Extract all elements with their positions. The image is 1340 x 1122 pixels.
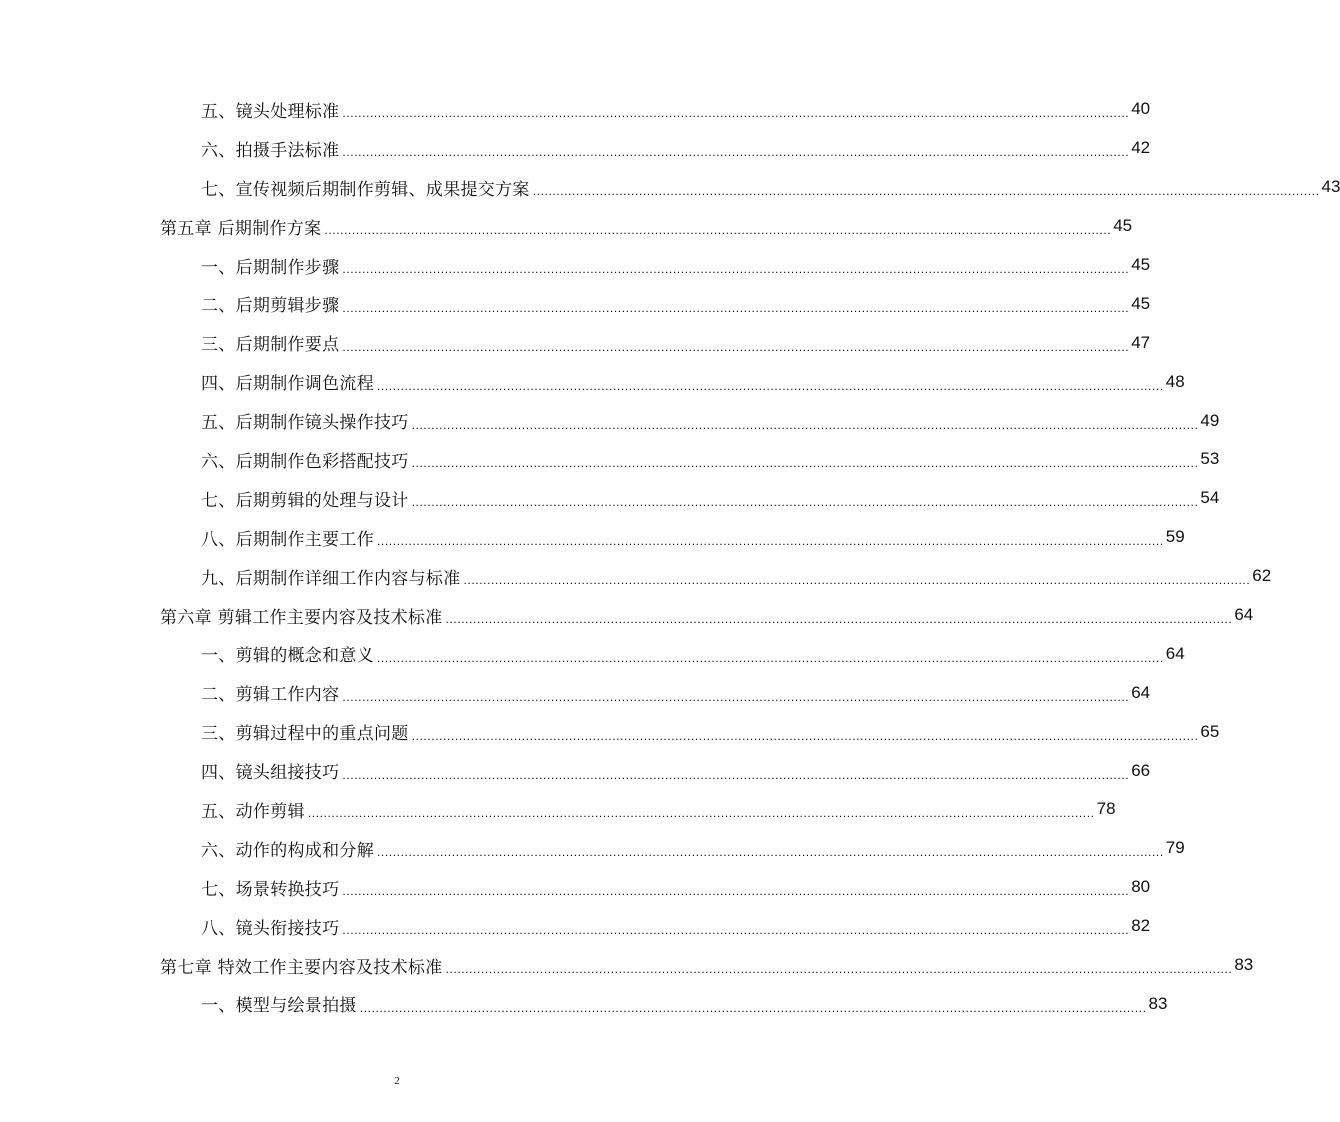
toc-entry-title: 七、宣传视频后期制作剪辑、成果提交方案 [201,179,530,200]
toc-entry-title: 八、后期制作主要工作 [201,529,374,550]
toc-entry-title: 七、场景转换技巧 [201,879,340,900]
toc-section-entry[interactable] [0,246,1151,285]
toc-entry-page: 65 [1200,721,1220,741]
toc-section-entry[interactable] [0,323,1151,362]
toc-entry-page: 64 [1131,682,1151,702]
toc-entry-title: 三、剪辑过程中的重点问题 [201,724,409,745]
toc-section-entry[interactable] [0,401,1220,440]
toc-entry-title: 二、后期剪辑步骤 [201,296,340,317]
toc-entry-title: 四、后期制作调色流程 [201,374,374,395]
toc-entry-page: 79 [1165,838,1185,858]
toc-entry-title: 九、后期制作详细工作内容与标准 [201,568,461,589]
toc-section-entry[interactable] [0,790,1116,829]
toc-dot-leader: ........................................................................................................................................................................................................ [342,339,1130,354]
toc-dot-leader: ........................................................................................................................................................................................................ [411,728,1199,743]
toc-entry-page: 49 [1200,410,1220,430]
toc-section-entry[interactable] [0,90,1151,129]
page-number: 2 [394,1075,400,1087]
table-of-contents [0,90,1340,1023]
toc-chapter-entry[interactable] [0,207,1133,246]
toc-entry-page: 62 [1252,566,1272,586]
toc-dot-leader: ........................................................................................................................................................................................................ [342,262,1130,276]
toc-dot-leader: ........................................................................................................................................................................................................ [445,962,1233,977]
toc-entry-title: 三、后期制作要点 [201,335,340,356]
toc-dot-leader: ........................................................................................................................................................................................................ [377,378,1164,393]
toc-entry-page: 45 [1131,255,1151,274]
toc-section-entry[interactable] [0,751,1151,790]
toc-entry-page: 66 [1131,760,1151,780]
toc-dot-leader: ........................................................................................................................................................................................................ [342,300,1130,315]
toc-dot-leader: ........................................................................................................................................................................................................ [342,106,1130,121]
toc-section-entry[interactable] [0,440,1220,479]
toc-entry-page: 83 [1234,955,1254,975]
toc-entry-title: 一、剪辑的概念和意义 [201,646,374,667]
toc-entry-title: 五、动作剪辑 [201,801,305,822]
toc-entry-page: 48 [1165,371,1185,391]
toc-entry-title: 六、拍摄手法标准 [201,140,340,161]
toc-entry-page: 40 [1131,99,1151,119]
toc-dot-leader: ........................................................................................................................................................................................................ [324,223,1112,238]
toc-entry-title: 七、后期剪辑的处理与设计 [201,490,409,511]
toc-dot-leader: ........................................................................................................................................................................................................ [377,534,1164,549]
toc-entry-page: 80 [1131,877,1151,897]
toc-chapter-entry[interactable] [0,596,1254,635]
toc-dot-leader: ........................................................................................................................................................................................................ [359,1000,1147,1015]
toc-entry-page: 53 [1200,449,1220,469]
toc-entry-page: 45 [1113,216,1133,236]
toc-section-entry[interactable] [0,712,1220,751]
toc-entry-page: 45 [1131,293,1151,313]
toc-dot-leader: ........................................................................................................................................................................................................ [445,612,1233,627]
toc-entry-page: 43 [1321,177,1340,197]
toc-entry-title: 第五章 后期制作方案 [160,218,322,239]
toc-dot-leader: ........................................................................................................................................................................................................ [342,884,1130,899]
toc-dot-leader: ........................................................................................................................................................................................................ [377,845,1164,860]
toc-dot-leader: ........................................................................................................................................................................................................ [342,923,1130,938]
toc-chapter-entry[interactable] [0,946,1254,985]
toc-section-entry[interactable] [0,673,1151,712]
toc-entry-page: 78 [1096,799,1116,819]
toc-entry-page: 42 [1131,138,1151,158]
toc-entry-title: 五、后期制作镜头操作技巧 [201,413,409,434]
toc-dot-leader: ........................................................................................................................................................................................................ [342,145,1130,160]
toc-dot-leader: ........................................................................................................................................................................................................ [377,650,1164,665]
toc-entry-title: 一、后期制作步骤 [201,257,340,278]
toc-entry-page: 82 [1131,916,1151,936]
toc-entry-title: 第七章 特效工作主要内容及技术标准 [160,957,443,978]
toc-entry-page: 83 [1148,993,1168,1013]
toc-entry-title: 第六章 剪辑工作主要内容及技术标准 [160,607,443,628]
toc-section-entry[interactable] [0,479,1220,518]
toc-section-entry[interactable] [0,557,1272,596]
toc-dot-leader: ........................................................................................................................................................................................................ [342,689,1130,704]
toc-dot-leader: ........................................................................................................................................................................................................ [411,417,1199,432]
toc-section-entry[interactable] [0,284,1151,323]
toc-entry-page: 64 [1234,605,1254,625]
toc-entry-page: 47 [1131,332,1151,352]
toc-entry-title: 四、镜头组接技巧 [201,763,340,784]
toc-entry-title: 二、剪辑工作内容 [201,685,340,706]
toc-section-entry[interactable] [0,518,1185,557]
toc-section-entry[interactable] [0,829,1185,868]
toc-section-entry[interactable] [0,362,1185,401]
toc-entry-title: 六、后期制作色彩搭配技巧 [201,451,409,472]
toc-section-entry[interactable] [0,984,1168,1023]
toc-section-entry[interactable] [0,634,1185,673]
toc-entry-title: 六、动作的构成和分解 [201,840,374,861]
toc-dot-leader: ........................................................................................................................................................................................................ [532,184,1320,199]
toc-entry-title: 八、镜头衔接技巧 [201,918,340,939]
toc-section-entry[interactable] [0,907,1151,946]
toc-dot-leader: ........................................................................................................................................................................................................ [411,495,1199,510]
toc-dot-leader: ........................................................................................................................................................................................................ [463,573,1251,588]
toc-dot-leader: ........................................................................................................................................................................................................ [307,806,1095,821]
toc-entry-title: 五、镜头处理标准 [201,101,340,122]
toc-section-entry[interactable] [0,129,1151,168]
toc-dot-leader: ........................................................................................................................................................................................................ [411,456,1199,471]
toc-entry-page: 54 [1200,488,1220,508]
toc-entry-title: 一、模型与绘景拍摄 [201,996,357,1017]
toc-entry-page: 64 [1165,643,1185,663]
toc-section-entry[interactable] [0,168,1340,207]
toc-section-entry[interactable] [0,868,1151,907]
toc-entry-page: 59 [1165,527,1185,547]
toc-dot-leader: ........................................................................................................................................................................................................ [342,767,1130,782]
